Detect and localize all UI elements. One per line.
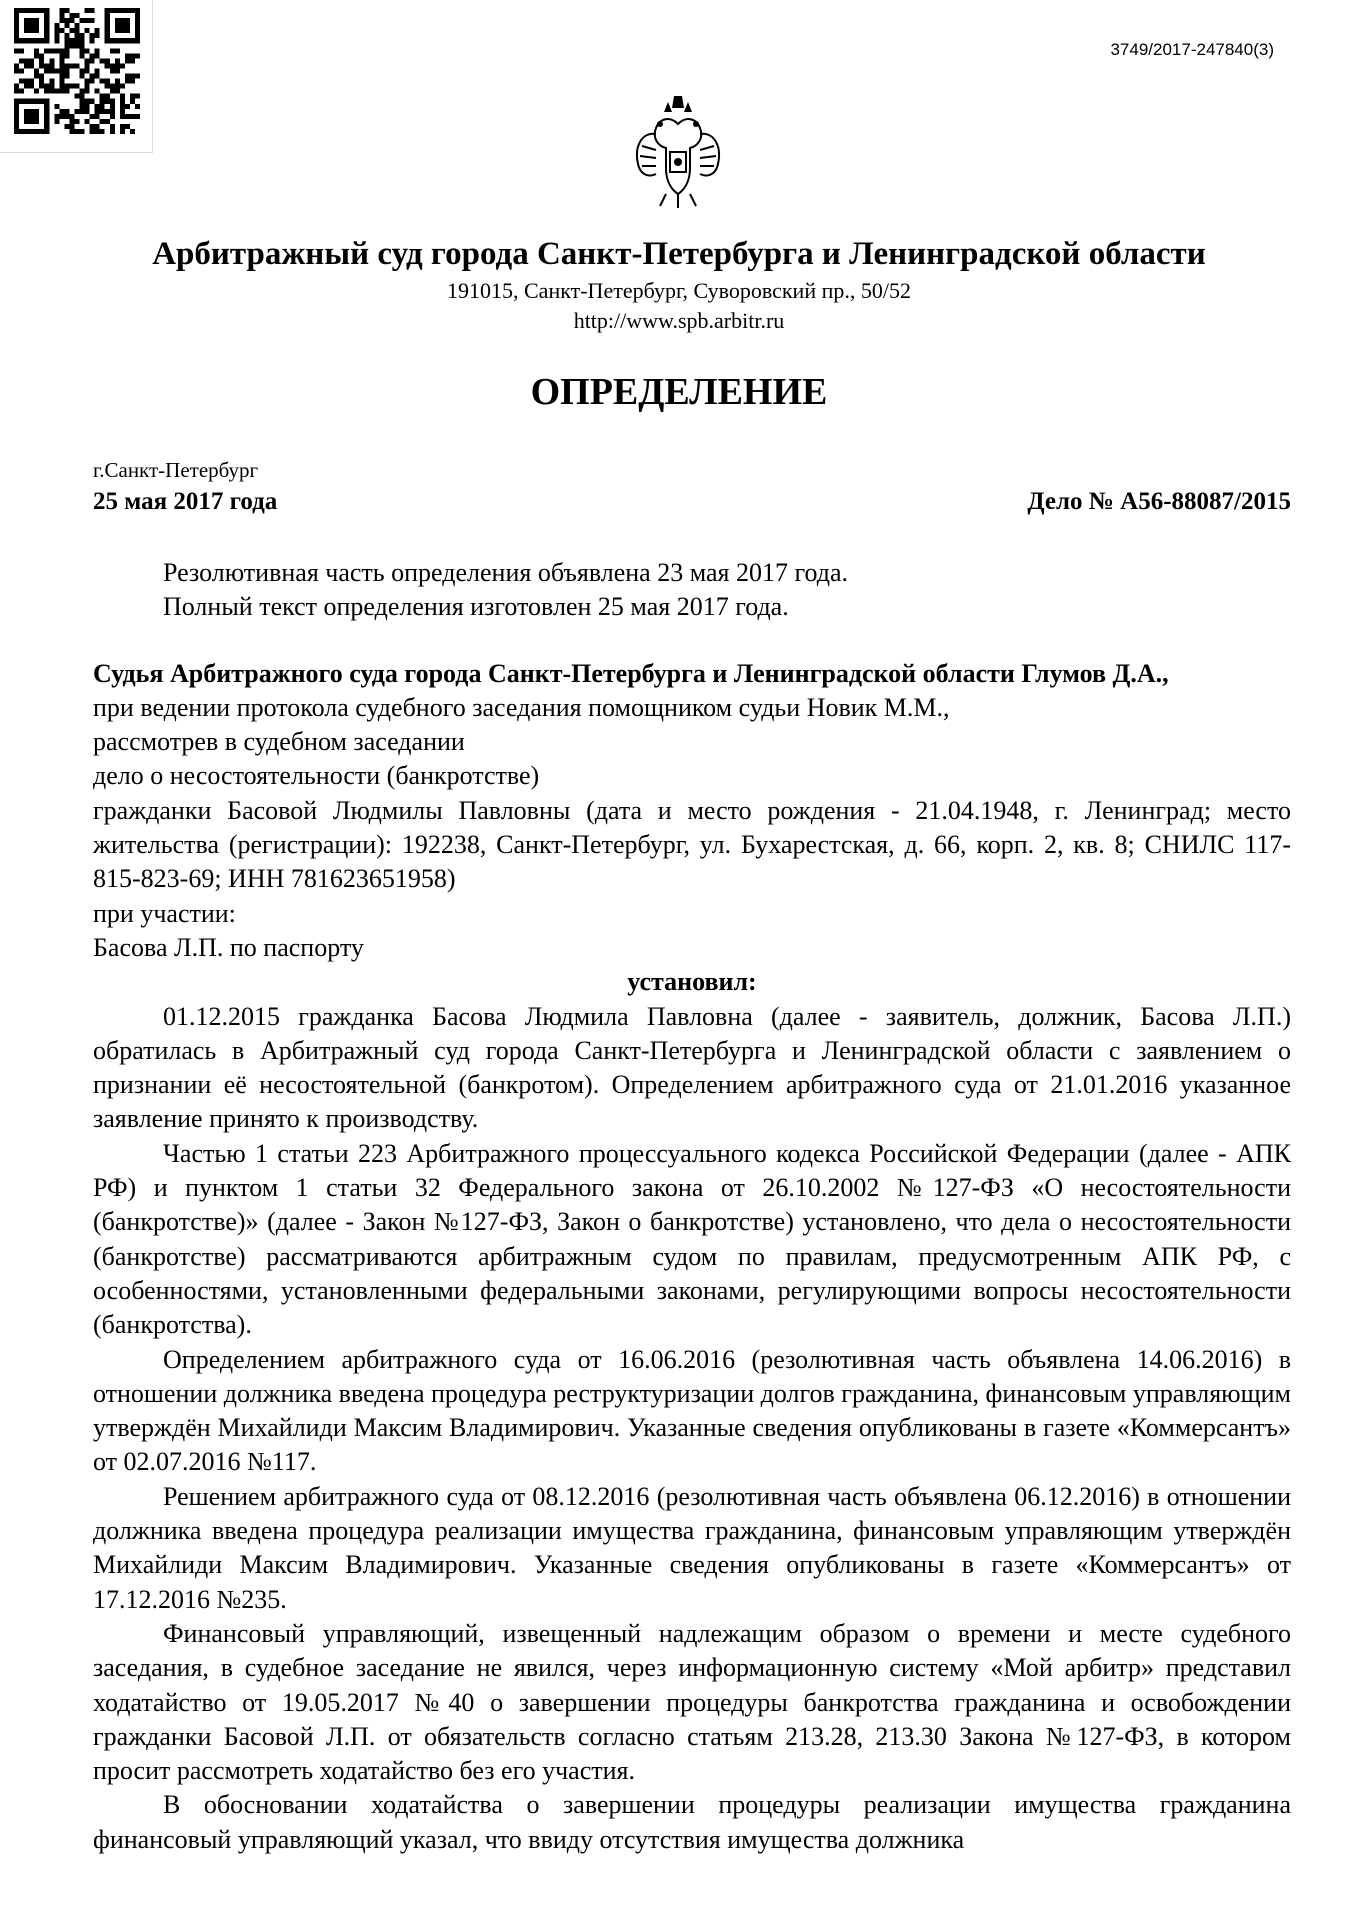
document-title: ОПРЕДЕЛЕНИЕ <box>530 371 828 413</box>
intro-line: гражданки Басовой Людмилы Павловны (дата и место рождения - 21.04.1948, г. Ленинград; место жительства (регистрации): 192238, Санкт-Петербург, ул. Бухарестская, д. 66, корп. 2, кв. 8; СНИЛС 117-815-823-69; ИНН 781623651958) <box>93 795 1291 894</box>
judge-line: Судья Арбитражного суда города Санкт-Петербурга и Ленинградской области Глумов Д.А., <box>93 658 1169 688</box>
city: г.Санкт-Петербург <box>93 458 259 482</box>
intro-line: рассмотрев в судебном заседании <box>93 727 465 757</box>
intro-line: при ведении протокола судебного заседания помощником судьи Новик М.М., <box>93 692 950 722</box>
court-url[interactable]: http://www.spb.arbitr.ru <box>573 308 785 333</box>
document-body <box>93 556 1291 1857</box>
paragraph: Финансовый управляющий, извещенный надлежащим образом о времени и месте судебного заседания, в судебное заседание не явился, через информационную систему «Мой арбитр» представил ходатайство от 19.05.2017 №40 о завершении процедуры банкротства гражданина и освобождении гражданки Басовой Л.П. от обязательств согласно статьям 213.28, 213.30 Закона №127-ФЗ, в котором просит рассмотреть ходатайство без его участия. <box>93 1618 1291 1786</box>
case-number: Дело № А56-88087/2015 <box>1027 488 1291 515</box>
document-id: 3749/2017-247840(3) <box>1110 40 1274 59</box>
document-date: 25 мая 2017 года <box>93 488 278 515</box>
paragraph: В обосновании ходатайства о завершении процедуры реализации имущества гражданина финансовый управляющий указал, что ввиду отсутствия имущества должника <box>93 1790 1291 1854</box>
paragraph: 01.12.2015 гражданка Басова Людмила Павловна (далее - заявитель, должник, Басова Л.П.) обратилась в Арбитражный суд города Санкт-Петербурга и Ленинградской области с заявлением о признании её несостоятельной (банкротом). Определением арбитражного суда от 21.01.2016 указанное заявление принято к производству. <box>93 1001 1291 1134</box>
coat-of-arms-icon <box>630 94 726 212</box>
announcement-line: Резолютивная часть определения объявлена 23 мая 2017 года. <box>163 558 849 587</box>
intro-line: дело о несостоятельности (банкротстве) <box>93 761 540 791</box>
established-heading: установил: <box>627 967 757 997</box>
announcement-line: Полный текст определения изготовлен 25 мая 2017 года. <box>163 592 789 622</box>
court-address: 191015, Санкт-Петербург, Суворовский пр., 50/52 <box>447 278 911 303</box>
qr-code-icon <box>14 8 140 134</box>
paragraph: Частью 1 статьи 223 Арбитражного процессуального кодекса Российской Федерации (далее - АПК РФ) и пунктом 1 статьи 32 Федерального закона от 26.10.2002 №127-ФЗ «О несостоятельности (банкротстве)» (далее - Закон №127-ФЗ, Закон о банкротстве) установлено, что дела о несостоятельности (банкротстве) рассматриваются арбитражным судом по правилам, предусмотренным АПК РФ, с особенностями, установленными федеральными законами, регулирующими вопросы несостоятельности (банкротства). <box>93 1138 1291 1340</box>
intro-line: Басова Л.П. по паспорту <box>93 932 364 962</box>
court-name: Арбитражный суд города Санкт-Петербурга и Ленинградской области <box>152 236 1206 272</box>
paragraph: Решением арбитражного суда от 08.12.2016 (резолютивная часть объявлена 06.12.2016) в отношении должника введена процедура реализации имущества гражданина, финансовым управляющим утверждён Михайлиди Максим Владимирович. Указанные сведения опубликованы в газете «Коммерсантъ» от 17.12.2016 №235. <box>93 1481 1291 1614</box>
intro-line: при участии: <box>93 898 236 928</box>
paragraph: Определением арбитражного суда от 16.06.2016 (резолютивная часть объявлена 14.06.2016) в отношении должника введена процедура реструктуризации долгов гражданина, финансовым управляющим утверждён Михайлиди Максим Владимирович. Указанные сведения опубликованы в газете «Коммерсантъ» от 02.07.2016 №117. <box>93 1344 1291 1477</box>
